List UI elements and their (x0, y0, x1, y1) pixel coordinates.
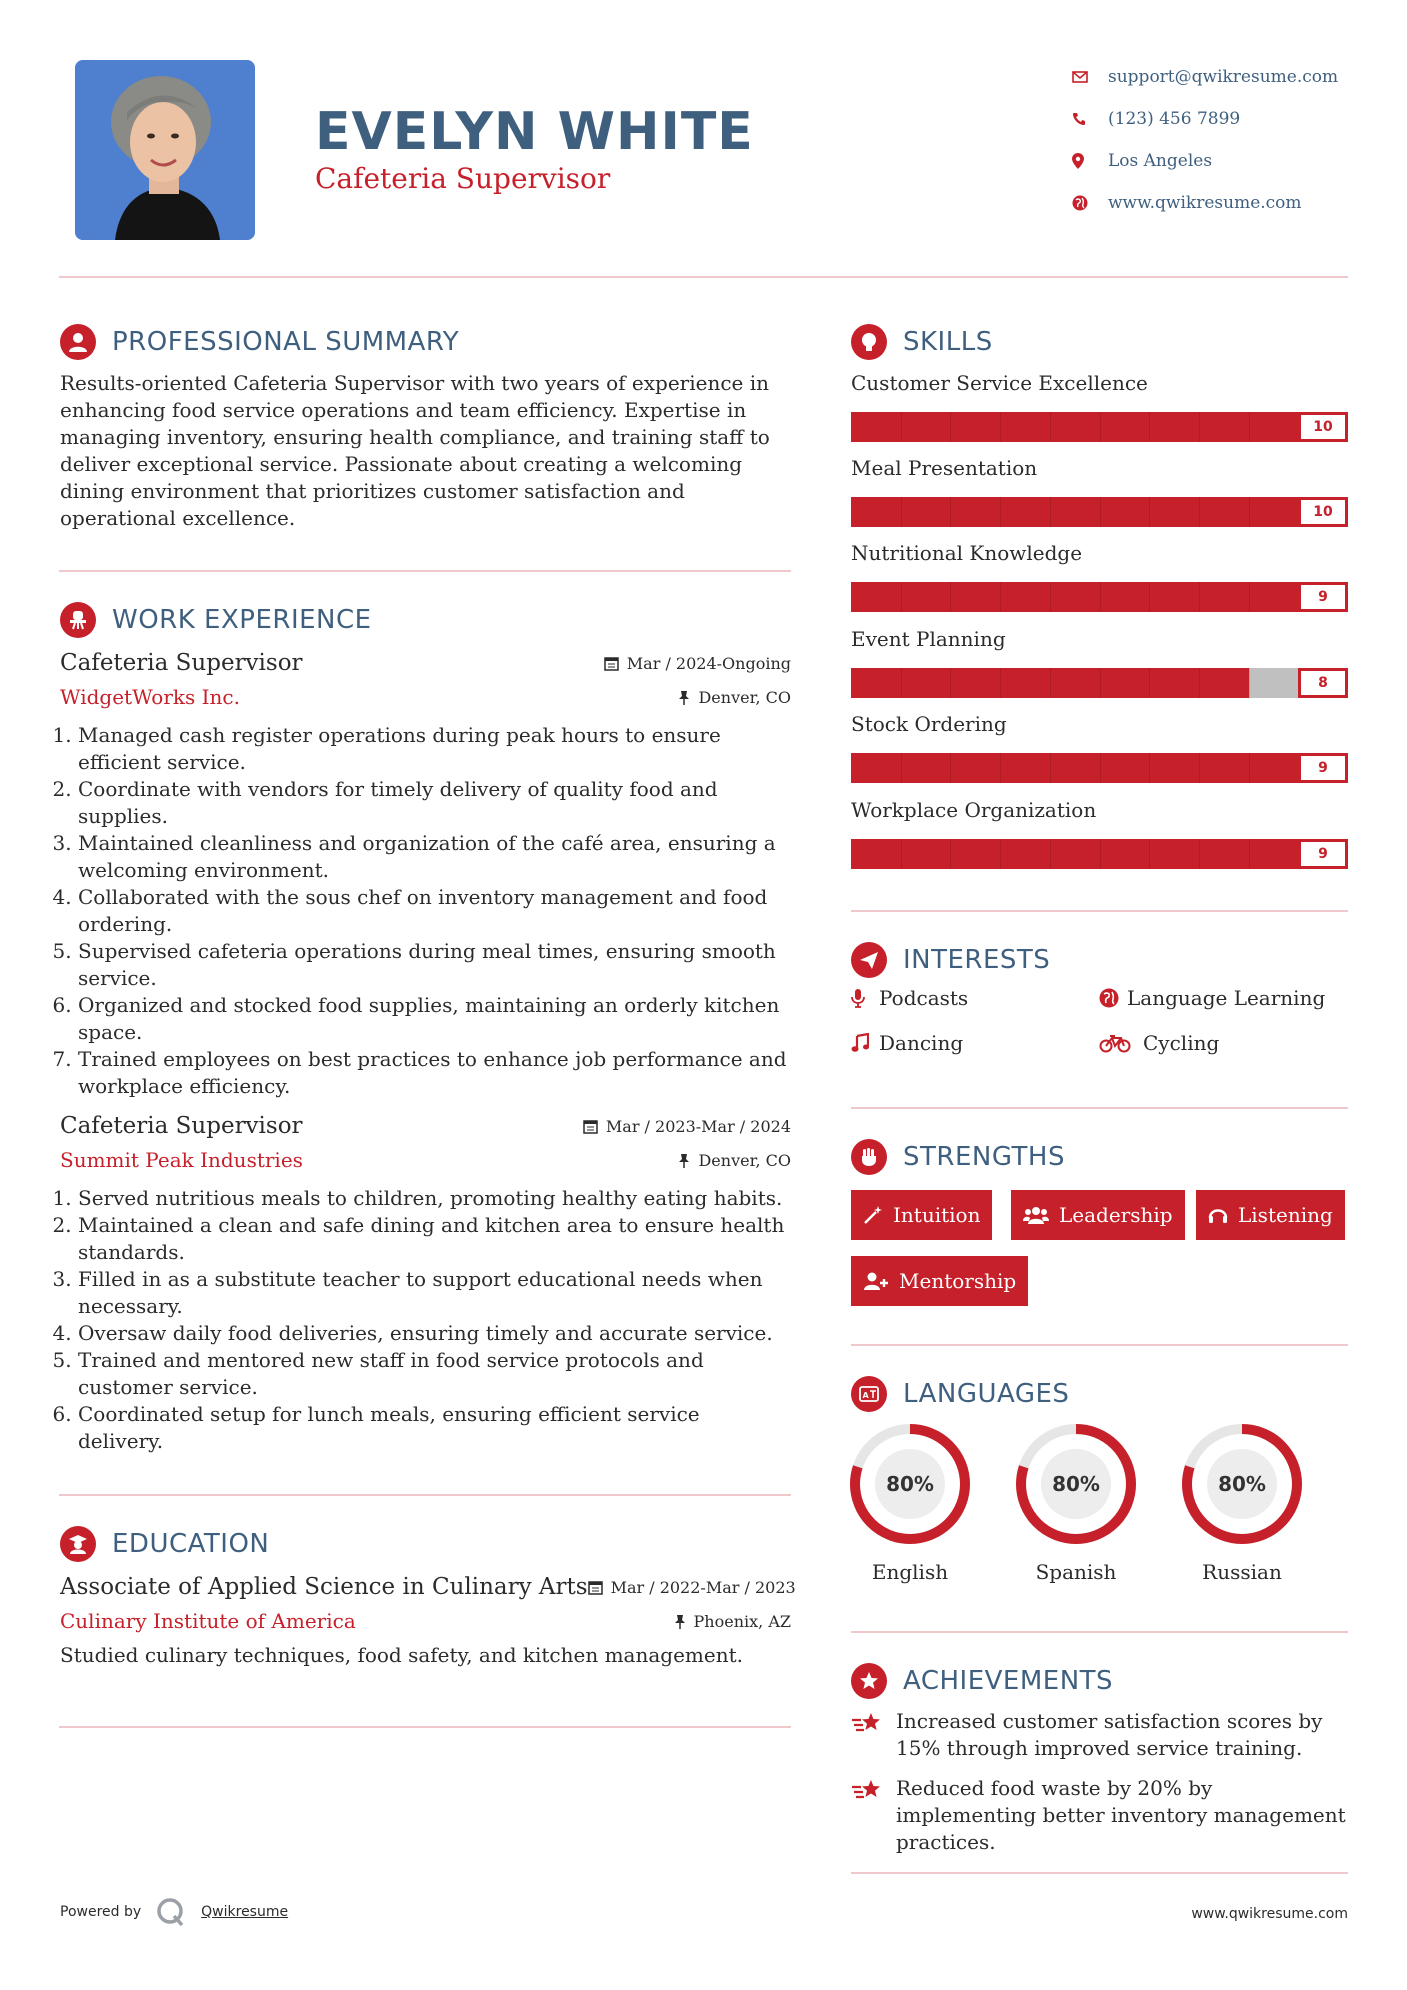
strength-label: Listening (1238, 1203, 1333, 1227)
strength-chip (851, 1256, 1028, 1306)
interest-item (1099, 986, 1325, 1010)
skill-bar (851, 839, 1348, 869)
language-name: Russian (1202, 1560, 1282, 1584)
language-name: Spanish (1035, 1560, 1117, 1584)
skill-bar-segment (1100, 497, 1101, 527)
skill-level-badge: 9 (1298, 753, 1348, 783)
skill-bar-segment (1149, 412, 1150, 442)
job-date (604, 654, 791, 673)
headphones-icon (1208, 1205, 1228, 1225)
skill-bar-segment (950, 497, 951, 527)
contact-website[interactable] (1072, 182, 1372, 224)
skill-bar-segment (1050, 753, 1051, 783)
education-divider (59, 1726, 791, 1728)
degree-name: Associate of Applied Science in Culinary Arts (60, 1574, 588, 1600)
language-item (848, 1422, 972, 1584)
skill-bar-segment (1249, 412, 1250, 442)
skill-item (851, 368, 1348, 442)
strengths-heading (851, 1137, 1065, 1177)
skill-bar-segment (1000, 497, 1001, 527)
candidate-title: Cafeteria Supervisor (315, 162, 611, 195)
strength-chip (1011, 1190, 1185, 1240)
qwikresume-logo-icon (155, 1896, 187, 1928)
achievements-heading (851, 1661, 1113, 1701)
lightbulb-icon (851, 324, 887, 360)
list-item: 1. Served nutritious meals to children, promoting healthy eating habits. (78, 1185, 791, 1212)
interest-label: Cycling (1143, 1031, 1220, 1055)
skill-bar-fill (851, 753, 1298, 783)
school-name: Culinary Institute of America (60, 1609, 356, 1633)
skill-bar-segment (1199, 753, 1200, 783)
skill-bar-segment (950, 839, 951, 869)
achievement-text: Increased customer satisfaction scores by 15% through improved service training. (896, 1709, 1323, 1760)
skill-item (851, 453, 1348, 527)
education-date-text: Mar / 2022-Mar / 2023 (610, 1577, 796, 1597)
achievement-item (851, 1775, 1351, 1856)
skill-bar-segment (1050, 668, 1051, 698)
skill-level-badge: 10 (1298, 497, 1348, 527)
contact-list (1072, 56, 1372, 224)
contact-location (1072, 140, 1372, 182)
skill-bar-fill (851, 582, 1298, 612)
language-percent-label: 80% (886, 1472, 934, 1496)
summary-divider (59, 570, 791, 572)
list-item: 7. Trained employees on best practices to enhance job performance and workplace efficiency. (78, 1046, 791, 1100)
job-company: Summit Peak Industries (60, 1148, 303, 1172)
skill-bar-segment (1000, 839, 1001, 869)
interest-label: Language Learning (1127, 986, 1326, 1010)
skill-bar-segment (1199, 497, 1200, 527)
contact-phone[interactable] (1072, 98, 1372, 140)
user-plus-icon (863, 1271, 889, 1291)
interest-item (851, 1031, 963, 1055)
job-date (583, 1117, 791, 1136)
skill-item (851, 538, 1348, 612)
summary-heading (60, 322, 459, 362)
skill-bar (851, 497, 1348, 527)
skills-heading (851, 322, 993, 362)
interests-title: INTERESTS (903, 945, 1051, 975)
list-item: 3. Maintained cleanliness and organization of the café area, ensuring a welcoming environment. (78, 830, 791, 884)
skill-bar-segment (1249, 668, 1250, 698)
skill-bar-segment (901, 497, 902, 527)
microphone-icon (851, 988, 879, 1008)
job-duties (60, 722, 791, 1100)
skill-bar-segment (1199, 412, 1200, 442)
language-item (1014, 1422, 1138, 1584)
footer-website[interactable]: www.qwikresume.com (1191, 1906, 1348, 1922)
skill-bar-segment (1050, 497, 1051, 527)
raised-fist-icon (851, 1139, 887, 1175)
job-entry (60, 1109, 791, 1455)
strengths-title: STRENGTHS (903, 1142, 1065, 1172)
skill-bar-segment (1050, 412, 1051, 442)
skill-level-badge: 8 (1298, 668, 1348, 698)
languages-divider (851, 1631, 1348, 1633)
star-badge-icon (851, 1663, 887, 1699)
experience-title: WORK EXPERIENCE (112, 605, 372, 635)
list-item: 4. Oversaw daily food deliveries, ensuring timely and accurate service. (78, 1320, 791, 1347)
globe-icon (1072, 195, 1108, 211)
job-duties (60, 1185, 791, 1455)
education-description: Studied culinary techniques, food safety, and kitchen management. (60, 1643, 743, 1667)
map-pin-icon (1072, 153, 1108, 169)
skill-level-badge: 9 (1298, 839, 1348, 869)
skill-bar-segment (1000, 412, 1001, 442)
education-location-text: Phoenix, AZ (693, 1611, 791, 1631)
skill-bar-segment (1000, 668, 1001, 698)
skill-bar-segment (1100, 668, 1101, 698)
shooting-star-icon (851, 1708, 896, 1762)
skills-divider (851, 910, 1348, 912)
skill-bar-segment (1100, 412, 1101, 442)
skill-bar-segment (1100, 582, 1101, 612)
strengths-divider (851, 1344, 1348, 1346)
skill-name: Event Planning (851, 627, 1006, 651)
languages-heading (851, 1374, 1069, 1414)
candidate-name: EVELYN WHITE (315, 102, 754, 162)
skill-bar-segment (1149, 839, 1150, 869)
calendar-icon (604, 656, 619, 671)
skill-bar (851, 753, 1348, 783)
skill-bar-segment (1000, 753, 1001, 783)
strength-chip (851, 1190, 992, 1240)
education-location (674, 1612, 791, 1631)
skill-bar-segment (1249, 582, 1250, 612)
skill-bar-segment (1149, 668, 1150, 698)
job-role: Cafeteria Supervisor (60, 1113, 303, 1139)
envelope-icon (1072, 71, 1108, 83)
language-percent-label: 80% (1218, 1472, 1266, 1496)
skill-bar-segment (1100, 839, 1101, 869)
list-item: 2. Coordinate with vendors for timely delivery of quality food and supplies. (78, 776, 791, 830)
education-heading (60, 1524, 269, 1564)
skill-level-badge: 9 (1298, 582, 1348, 612)
languages-title: LANGUAGES (903, 1379, 1070, 1409)
skill-item (851, 624, 1348, 698)
contact-email[interactable] (1072, 56, 1372, 98)
skill-bar-segment (1199, 668, 1200, 698)
skill-bar-segment (1249, 753, 1250, 783)
magic-wand-icon (863, 1205, 883, 1225)
job-location-text: Denver, CO (698, 1150, 791, 1170)
bicycle-icon (1099, 1033, 1143, 1053)
calendar-icon (583, 1119, 598, 1134)
header-divider (59, 276, 1348, 278)
qwikresume-link[interactable]: Qwikresume (201, 1904, 289, 1920)
achievement-item (851, 1708, 1351, 1762)
list-item: 1. Managed cash register operations during peak hours to ensure efficient service. (78, 722, 791, 776)
skill-bar-segment (950, 668, 951, 698)
skill-bar-segment (1149, 753, 1150, 783)
achievements-divider (851, 1872, 1348, 1874)
interest-label: Dancing (879, 1031, 964, 1055)
skill-bar-segment (901, 582, 902, 612)
skill-bar-segment (950, 753, 951, 783)
skill-bar-segment (901, 753, 902, 783)
skill-bar-segment (1149, 497, 1150, 527)
job-date-text: Mar / 2023-Mar / 2024 (605, 1116, 791, 1136)
language-name: English (871, 1560, 949, 1584)
skill-bar-segment (1000, 582, 1001, 612)
job-location-text: Denver, CO (698, 687, 791, 707)
experience-divider (59, 1494, 791, 1496)
skill-bar-segment (1199, 839, 1200, 869)
skill-bar-segment (901, 668, 902, 698)
list-item: 3. Filled in as a substitute teacher to support educational needs when necessary. (78, 1266, 791, 1320)
achievements-title: ACHIEVEMENTS (903, 1666, 1114, 1696)
contact-location-text: Los Angeles (1108, 151, 1213, 171)
skill-bar-segment (1050, 839, 1051, 869)
interest-item (1099, 1031, 1219, 1055)
interests-heading (851, 940, 1050, 980)
phone-icon (1072, 112, 1108, 126)
language-icon (851, 1376, 887, 1412)
job-location (678, 688, 791, 707)
skill-bar-segment (1100, 753, 1101, 783)
skill-name: Nutritional Knowledge (851, 541, 1083, 565)
skill-bar-segment (1149, 582, 1150, 612)
strength-label: Leadership (1059, 1203, 1173, 1227)
skill-bar-segment (950, 582, 951, 612)
language-item (1180, 1422, 1304, 1584)
education-title: EDUCATION (112, 1529, 270, 1559)
skill-bar-segment (1249, 497, 1250, 527)
interests-divider (851, 1107, 1348, 1109)
users-icon (1023, 1205, 1049, 1225)
skill-bar-segment (901, 839, 902, 869)
summary-text: Results-oriented Cafeteria Supervisor with two years of experience in enhancing food service operations and team efficiency. Expertise in managing inventory, ensuring health compliance, and training staff to deliver exceptional service. Passionate about creating a welcoming dining environment that prioritizes customer satisfaction and operational excellence. (60, 371, 770, 530)
skill-item (851, 709, 1348, 783)
contact-email-text: support@qwikresume.com (1108, 67, 1339, 87)
skill-bar-segment (1050, 582, 1051, 612)
paper-plane-icon (851, 942, 887, 978)
skill-bar (851, 582, 1348, 612)
skill-bar-segment (950, 412, 951, 442)
strength-label: Mentorship (899, 1269, 1017, 1293)
list-item: 6. Organized and stocked food supplies, maintaining an orderly kitchen space. (78, 992, 791, 1046)
contact-website-text: www.qwikresume.com (1108, 193, 1302, 213)
skill-bar-segment (1249, 839, 1250, 869)
skill-bar-segment (901, 412, 902, 442)
skill-level-badge: 10 (1298, 412, 1348, 442)
education-date (588, 1578, 796, 1597)
svg-text:A: A (862, 1391, 869, 1400)
list-item: 4. Collaborated with the sous chef on inventory management and food ordering. (78, 884, 791, 938)
powered-by-label: Powered by (60, 1904, 142, 1920)
list-item: 5. Supervised cafeteria operations during meal times, ensuring smooth service. (78, 938, 791, 992)
experience-heading (60, 600, 372, 640)
music-note-icon (851, 1033, 879, 1053)
skill-bar (851, 668, 1348, 698)
graduate-icon (60, 1526, 96, 1562)
user-icon (60, 324, 96, 360)
skill-item (851, 795, 1348, 869)
skill-name: Workplace Organization (851, 798, 1097, 822)
job-entry (60, 646, 791, 1100)
job-location (678, 1151, 791, 1170)
education-entry (60, 1570, 796, 1669)
achievement-text: Reduced food waste by 20% by implementing better inventory management practices. (896, 1776, 1346, 1854)
pushpin-icon (678, 1153, 690, 1168)
interest-item (851, 986, 968, 1010)
contact-phone-text: (123) 456 7899 (1108, 109, 1241, 129)
skill-name: Stock Ordering (851, 712, 1007, 736)
skill-name: Customer Service Excellence (851, 371, 1148, 395)
pushpin-icon (678, 690, 690, 705)
skills-title: SKILLS (903, 327, 993, 357)
list-item: 2. Maintained a clean and safe dining and kitchen area to ensure health standards. (78, 1212, 791, 1266)
skill-bar (851, 412, 1348, 442)
strength-chip (1196, 1190, 1345, 1240)
list-item: 5. Trained and mentored new staff in food service protocols and customer service. (78, 1347, 791, 1401)
skill-bar-fill (851, 839, 1298, 869)
shooting-star-icon (851, 1775, 896, 1856)
skill-name: Meal Presentation (851, 456, 1038, 480)
calendar-icon (588, 1580, 603, 1595)
job-company: WidgetWorks Inc. (60, 685, 240, 709)
strength-label: Intuition (893, 1203, 981, 1227)
briefcase-chair-icon (60, 602, 96, 638)
pushpin-icon (674, 1614, 686, 1629)
language-percent-label: 80% (1052, 1472, 1100, 1496)
footer-branding (60, 1896, 288, 1928)
job-role: Cafeteria Supervisor (60, 650, 303, 676)
list-item: 6. Coordinated setup for lunch meals, ensuring efficient service delivery. (78, 1401, 791, 1455)
profile-photo (75, 60, 255, 240)
skill-bar-segment (1199, 582, 1200, 612)
interest-label: Podcasts (879, 986, 969, 1010)
job-date-text: Mar / 2024-Ongoing (626, 653, 791, 673)
summary-title: PROFESSIONAL SUMMARY (112, 327, 460, 357)
globe-icon (1099, 988, 1127, 1008)
